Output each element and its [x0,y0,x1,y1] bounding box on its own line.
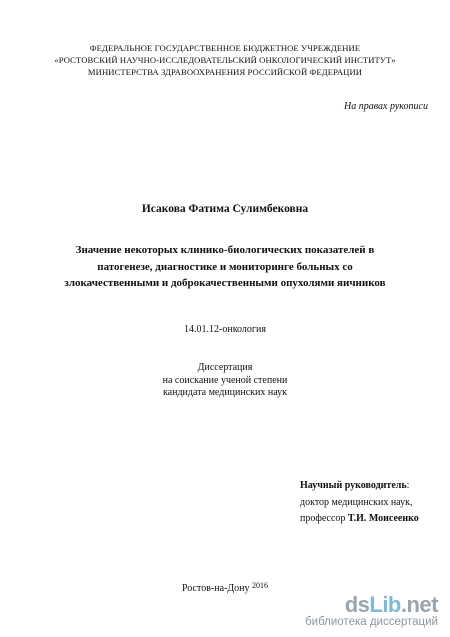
author-name: Исакова Фатима Сулимбековна [141,203,309,215]
supervisor-label: Научный руководитель [300,480,407,491]
dissertation-title [0,242,450,292]
institution-line-2: «РОСТОВСКИЙ НАУЧНО-ИССЛЕДОВАТЕЛЬСКИЙ ОНКОЛОГИЧЕСКИЙ ИНСТИТУТ» [54,55,396,65]
degree-statement [0,362,450,400]
supervisor-degree: доктор медицинских наук, [300,496,413,508]
dslib-subtitle: библиотека диссертаций [305,616,438,628]
footer-year: 2016 [252,581,269,590]
supervisor-name: Т.И. Моисеенко [347,513,419,524]
institution-header [0,42,450,78]
title-line-1: Значение некоторых клинико-биологических показателей в [75,244,375,256]
dslib-logo: dsLib.net [344,592,438,617]
degree-line-2: на соискание ученой степени [162,374,288,386]
specialty-code: 14.01.12-онкология [184,324,266,335]
institution-line-3: МИНИСТЕРСТВА ЗДРАВООХРАНЕНИЯ РОССИЙСКОЙ ФЕДЕРАЦИИ [87,67,363,77]
institution-line-1: ФЕДЕРАЛЬНОЕ ГОСУДАРСТВЕННОЕ БЮДЖЕТНОЕ УЧРЕЖДЕНИЕ [89,43,361,53]
supervisor-block [300,478,450,528]
supervisor-title-line [300,511,450,528]
rights-note: На правах рукописи [344,101,428,112]
supervisor-heading [300,478,450,495]
supervisor-title: профессор [300,513,346,524]
degree-line-3: кандидата медицинских наук [162,387,288,398]
supervisor-colon: : [406,480,410,491]
title-line-3: злокачественными и доброкачественными опухолями яичников [64,277,386,289]
dslib-watermark [305,594,438,629]
footer-city: Ростов-на-Дону [181,583,250,594]
degree-line-1: Диссертация [197,362,253,373]
title-line-2: патогенезе, диагностике и мониторинге больных со [97,260,353,273]
